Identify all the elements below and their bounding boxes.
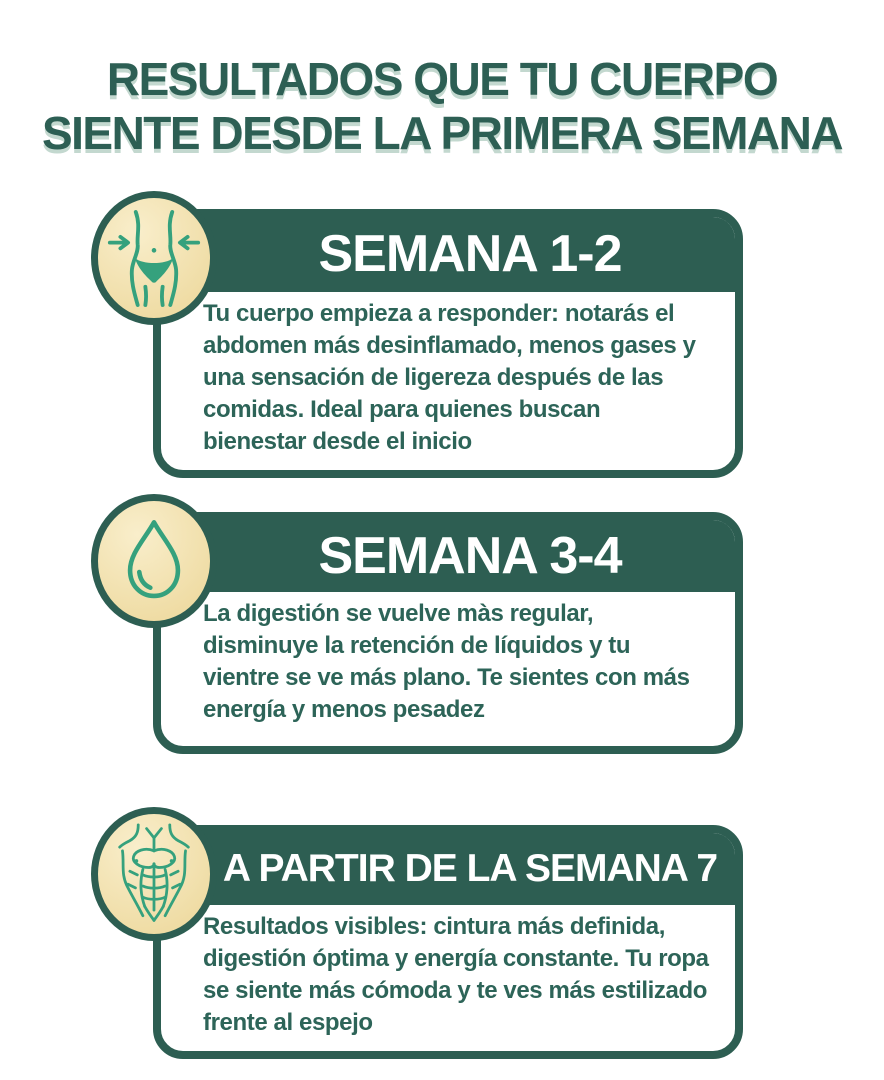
section-2-card xyxy=(153,512,743,754)
section-2-icon-badge xyxy=(91,494,217,628)
section-3-body xyxy=(161,905,735,1051)
section-semana-7 xyxy=(153,825,743,1059)
section-3-card xyxy=(153,825,743,1059)
section-semana-1-2 xyxy=(153,209,743,478)
section-1-header-label: SEMANA 1-2 xyxy=(318,225,622,283)
section-2-body xyxy=(161,592,735,746)
page-title-line2: SIENTE DESDE LA PRIMERA SEMANA xyxy=(41,107,843,159)
section-1-card xyxy=(153,209,743,478)
abs-torso-icon xyxy=(107,823,201,925)
section-2-header xyxy=(160,519,736,592)
water-drop-icon xyxy=(108,513,200,609)
section-1-body xyxy=(161,292,735,470)
section-1-icon-badge xyxy=(91,191,217,325)
section-2-header-label: SEMANA 3-4 xyxy=(318,526,622,585)
section-3-header-label: A PARTIR DE LA SEMANA 7 xyxy=(222,846,718,890)
section-2-body-text: La digestión se vuelve màs regular, disminuye la retención de líquidos y tu vientre se ve más plano. Te sientes con más energía y menos pesadez xyxy=(203,600,690,723)
section-3-body-text: Resultados visibles: cintura más definida, digestión óptima y energía constante. Tu ropa se siente más cómoda y te ves más estilizado frente al espejo xyxy=(203,913,709,1036)
section-1-header xyxy=(160,216,736,292)
waist-slimming-icon xyxy=(106,208,202,308)
section-3-header xyxy=(160,832,736,905)
section-1-body-text: Tu cuerpo empieza a responder: notarás el abdomen más desinflamado, menos gases y una sensación de ligereza después de las comidas. Ideal para quienes buscan bienestar desde el inicio xyxy=(203,300,696,455)
section-3-icon-badge xyxy=(91,807,217,941)
section-semana-3-4 xyxy=(153,512,743,754)
page-title-line1: RESULTADOS QUE TU CUERPO xyxy=(106,53,778,105)
page-title xyxy=(0,52,884,160)
